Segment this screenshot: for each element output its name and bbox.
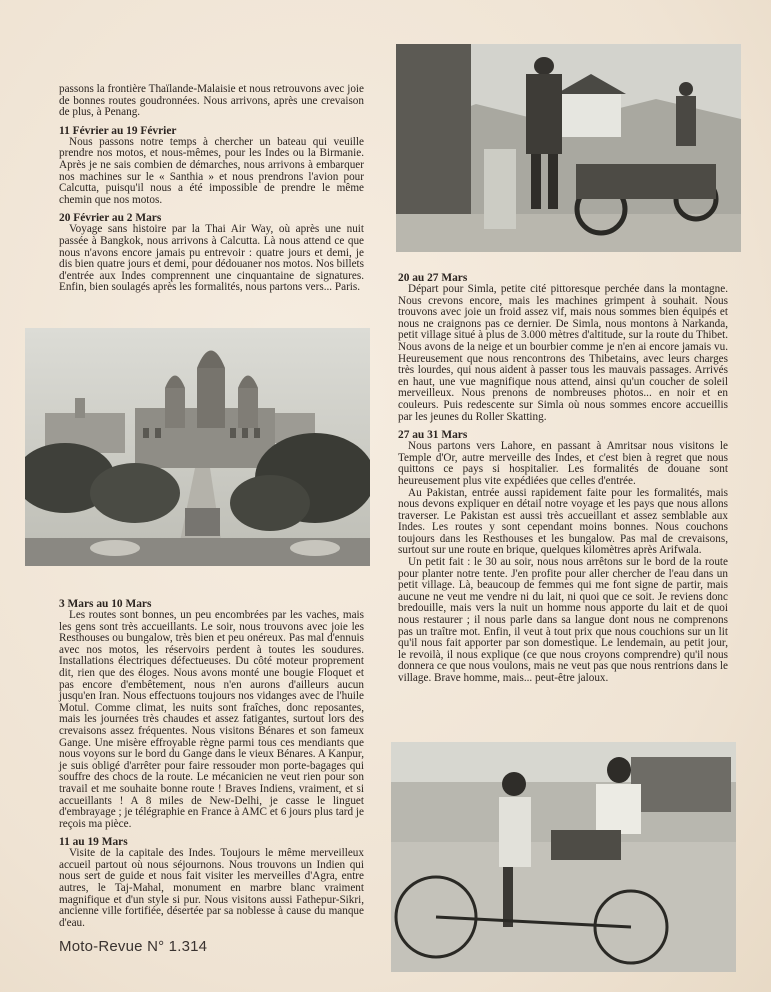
section-text-feb11: Nous passons notre temps à chercher un bateau qui veuille prendre nos motos, et nous-mêmes, pour les Indes ou la Birmanie. Après je ne sais combien de démarches, nous arrivons à embarquer nos machines sur le « Santhia » et nous prendrons l'avion pour Calcutta, puisqu'il nous a été impossible de prendre le même chemin que nos motos. xyxy=(59,135,364,206)
column-left-bottom xyxy=(59,598,364,929)
section-title-feb11: 11 Février au 19 Février xyxy=(59,124,177,137)
section-text-mar3: Les routes sont bonnes, un peu encombrées par les vaches, mais les gens sont très accueillants. Le soir, nous trouvons avec joie les Resthouses ou bungalow, très bien et peu onéreux. Pas mal d'ennuis avec nos motos, les réservoirs perdent à toutes les soudures. Installations électriques défectueuses. Du côté moteur proprement dit, rien que des éloges. Nous avons monté une bougie Floquet et pas encore d'embêtement, nous n'en aurons d'ailleurs aucun jusqu'en Iran. Nous effectuons toujours nos vidanges avec de l'huile Motul. Comme climat, les nuits sont fraîches, donc reposantes, mais les journées très chaudes et assez fatigantes, surtout lors des crevaisons assez fréquentes. Nous visitons Bénares et son fameux Gange. Une misère effroyable règne parmi tous ces mendiants que nous voyons sur le bord du Gange dans le vieux Bénares. A Kanpur, je suis obligé d'arrêter pour faire ressouder mon porte-bagages qui souffre des chocs de la route. Le mécanicien ne veut rien pour son travail et me souhaite bonne route ! Braves Indiens, vraiment, et si accueillants ! A 8 miles de New-Delhi, je casse le linguet d'embrayage ; je télégraphie en France à AMC et 6 jours plus tard je reçois ma pièce. xyxy=(59,609,364,830)
photo-cycle-rickshaw xyxy=(391,742,736,972)
column-right xyxy=(398,272,728,685)
section-title-mar27: 27 au 31 Mars xyxy=(398,429,468,442)
section-title-mar11: 11 au 19 Mars xyxy=(59,836,128,849)
photo-indian-palace xyxy=(25,328,370,566)
section-title-mar20: 20 au 27 Mars xyxy=(398,272,468,284)
photo-motorcycle-mountain xyxy=(396,44,741,252)
section-text-mar27-b: Au Pakistan, entrée aussi rapidement faite pour les formalités, mais nous devons expliquer en détail notre voyage et les pays que nous allons traverser. Le Pakistan est aussi très accueillant et assez semblable aux Indes. Les routes y sont cependant moins bonnes. Nous couchons toujours dans les Resthouses et les bungalow. Pas mal de crevaisons, surtout sur une route en brique, quelques kilomètres après Arifwala. xyxy=(398,486,728,557)
page-footer: Moto-Revue N° 1.314 xyxy=(59,938,208,955)
section-text-mar27-c: Un petit fait : le 30 au soir, nous nous arrêtons sur le bord de la route pour planter notre tente. J'en profite pour aller chercher de l'eau dans un petit village. Là, beaucoup de femmes qui me font signe de partir, mais aucune ne veut me vendre ni du lait, ni quoi que ce soit. Je reviens donc bredouille, mais vers la nuit un homme nous apporte du lait et de quoi nous restaurer ; il nous parle dans sa langue dont nous ne comprenons pas un traître mot. Enfin, il veut à tout prix que nous couchions sur un lit qu'il nous fait apporter par son domestique. Le lendemain, au petit jour, le revoilà, il nous explique (ce que nous croyons comprendre) qu'il nous donnera ce que nous voulons, mais ne veut pas que nous rentrions dans le village. Brave homme, mais... peut-être jaloux. xyxy=(398,556,728,684)
column-left-top xyxy=(59,84,364,294)
rickshaw-illustration xyxy=(391,742,736,972)
section-text-mar11: Visite de la capitale des Indes. Toujours le même merveilleux accueil partout où nous séjournons. Nous trouvons un Indien qui nous sert de guide et nous fait visiter les merveilles d'Agra, entre autres, le Taj-Mahal, monument en marbre blanc vraiment magnifique et d'un style si pur. Nous visitons aussi Fathepur-Sikri, ancienne ville fortifiée, désertée par sa noblesse à cause du manque d'eau. xyxy=(59,847,364,929)
section-text-mar27-a: Nous partons vers Lahore, en passant à Amritsar nous visitons le Temple d'Or, autre merveille des Indes, et c'est bien à regret que nous quittons ce pays si hospitalier. Les formalités de douane sont heureusement plus vite expédiées que celles d'entrée. xyxy=(398,440,728,487)
palace-illustration xyxy=(25,328,370,566)
section-title-mar3: 3 Mars au 10 Mars xyxy=(59,598,152,610)
section-text-feb20: Voyage sans histoire par la Thai Air Way, où après une nuit passée à Bangkok, nous arrivons à Calcutta. Là nous attend ce que nous n'avons encore jamais pu entrevoir : quatre jours et demi, je dis bien quatre jours et demi, pour dédouaner nos motos. Nos billets d'entrée aux Indes comprennent une cinquantaine de signatures. Enfin, bien soulagés après les formalités, nous partons vers... Paris. xyxy=(59,223,364,294)
section-text-mar20: Départ pour Simla, petite cité pittoresque perchée dans la montagne. Nous crevons encore, mais les machines grimpent à souhait. Nous trouvons avec joie un froid assez vif, mais nous sommes bien équipés et nous ne craignons pas ce dernier. De Simla, nous montons à Narkanda, petit village situé à plus de 3.000 mètres d'altitude, sur la route du Thibet. Nous avons de la neige et un bourbier comme je n'en ai encore jamais vu. Heureusement que nous rencontrons des Thibetains, avec leurs charges très lourdes, qui nous aident à passer tous les mauvais passages. Arrivés en haut, une vue magnifique nous attend, ainsi qu'un coucher de soleil merveilleux. Nous prenons de nombreuses photos... en noir et en couleurs. Puis redescente sur Simla où nous sommes encore accueillis par les jeunes du Roller Skatting. xyxy=(398,283,728,423)
section-title-feb20: 20 Février au 2 Mars xyxy=(59,212,162,225)
motorcycle-illustration xyxy=(396,44,741,252)
intro-paragraph: passons la frontière Thaïlande-Malaisie et nous retrouvons avec joie de bonnes routes goudronnées. Nous arrivons, après une crevaison de plus, à Penang. xyxy=(59,83,364,119)
